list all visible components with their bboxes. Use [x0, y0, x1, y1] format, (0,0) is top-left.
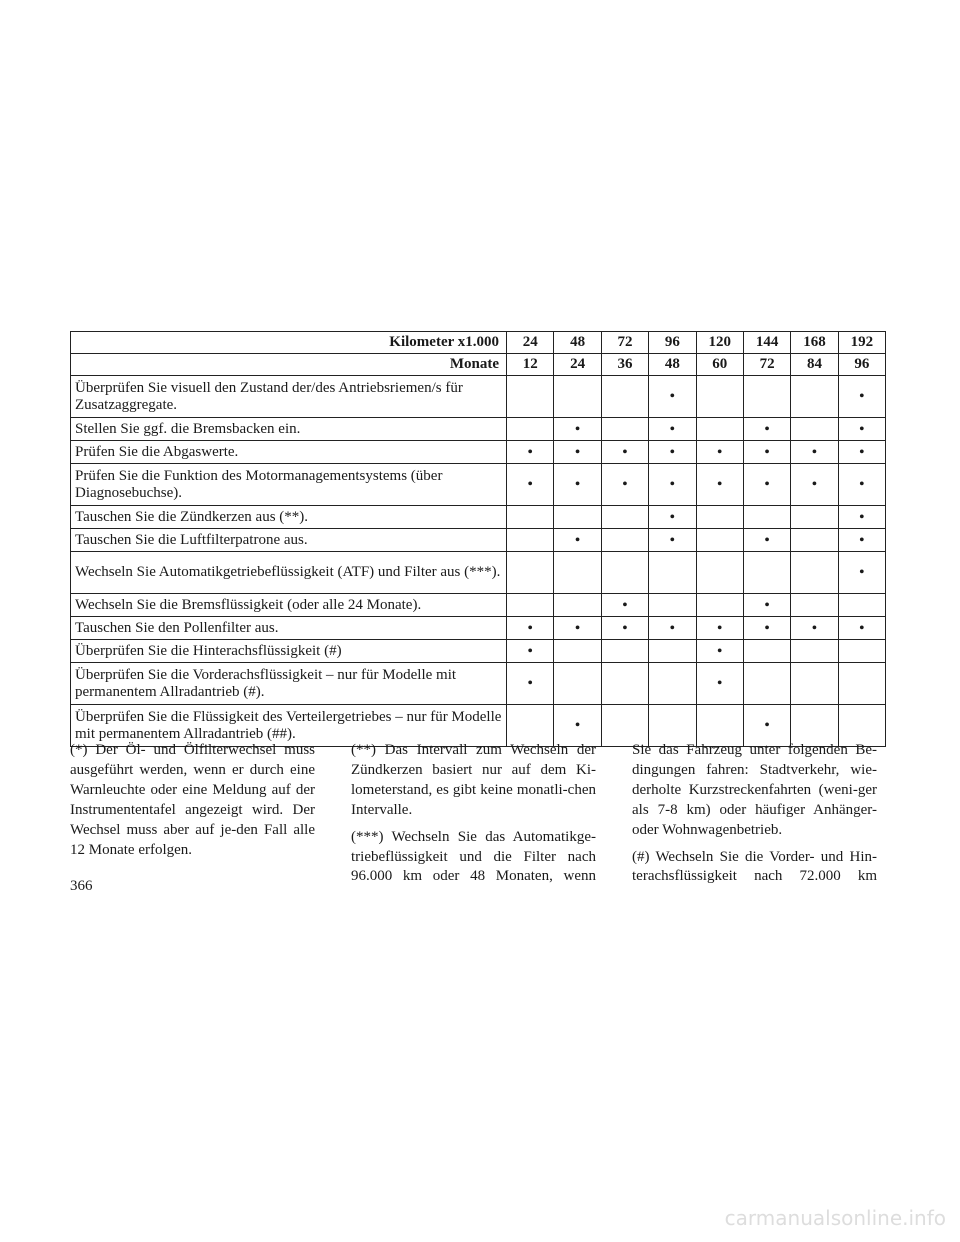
service-bullet: • [554, 529, 601, 552]
months-header-row [71, 354, 886, 376]
watermark: carmanualsonline.info [724, 1206, 946, 1230]
service-bullet: • [507, 441, 554, 464]
task-cell: Prüfen Sie die Funktion des Motormanagementsystems (über Diagnosebuchse). [71, 464, 507, 506]
service-bullet: • [696, 441, 743, 464]
footnote-column-3 [632, 741, 877, 894]
empty-cell [838, 594, 885, 617]
empty-cell [791, 594, 838, 617]
service-bullet: • [601, 464, 648, 506]
empty-cell [601, 529, 648, 552]
months-header-cell: 12 [507, 354, 554, 376]
empty-cell [791, 506, 838, 529]
km-header-cell: 48 [554, 332, 601, 354]
empty-cell [696, 594, 743, 617]
empty-cell [601, 663, 648, 705]
task-cell: Überprüfen Sie die Flüssigkeit des Verteilergetriebes – nur für Modelle mit permanentem Allradantrieb (##). [71, 705, 507, 747]
task-cell: Wechseln Sie Automatikgetriebeflüssigkeit (ATF) und Filter aus (***). [71, 552, 507, 594]
service-bullet: • [507, 464, 554, 506]
service-bullet: • [743, 529, 790, 552]
empty-cell [554, 640, 601, 663]
empty-cell [649, 640, 696, 663]
service-bullet: • [743, 464, 790, 506]
empty-cell [601, 376, 648, 418]
footnote-atf-continued: Sie das Fahrzeug unter folgenden Be-dingungen fahren: Stadtverkehr, wie-derholte Kurzstreckenfahrten (weni-ger als 7-8 km) oder häufiger Anhänger- oder Wohnwagenbetrieb. [632, 742, 877, 838]
months-header-cell: 60 [696, 354, 743, 376]
task-cell: Prüfen Sie die Abgaswerte. [71, 441, 507, 464]
service-bullet: • [791, 617, 838, 640]
schedule-row [71, 506, 886, 529]
km-header-cell: 96 [649, 332, 696, 354]
service-bullet: • [838, 418, 885, 441]
empty-cell [743, 376, 790, 418]
empty-cell [791, 529, 838, 552]
empty-cell [601, 506, 648, 529]
km-header-cell: 24 [507, 332, 554, 354]
km-header-cell: 72 [601, 332, 648, 354]
empty-cell [601, 640, 648, 663]
task-cell: Tauschen Sie die Luftfilterpatrone aus. [71, 529, 507, 552]
schedule-row [71, 441, 886, 464]
schedule-row [71, 640, 886, 663]
schedule-row [71, 552, 886, 594]
schedule-row [71, 418, 886, 441]
service-bullet: • [649, 441, 696, 464]
empty-cell [507, 594, 554, 617]
empty-cell [791, 552, 838, 594]
empty-cell [554, 376, 601, 418]
empty-cell [554, 594, 601, 617]
service-bullet: • [554, 617, 601, 640]
empty-cell [696, 418, 743, 441]
service-bullet: • [649, 464, 696, 506]
empty-cell [696, 506, 743, 529]
task-cell: Tauschen Sie den Pollenfilter aus. [71, 617, 507, 640]
empty-cell [507, 552, 554, 594]
empty-cell [791, 418, 838, 441]
schedule-row [71, 464, 886, 506]
service-bullet: • [743, 594, 790, 617]
km-header-row [71, 332, 886, 354]
service-bullet: • [696, 640, 743, 663]
service-bullet: • [601, 594, 648, 617]
schedule-row [71, 376, 886, 418]
empty-cell [791, 640, 838, 663]
service-bullet: • [838, 441, 885, 464]
empty-cell [554, 506, 601, 529]
empty-cell [649, 594, 696, 617]
service-bullet: • [838, 506, 885, 529]
service-bullet: • [554, 705, 601, 747]
service-bullet: • [838, 552, 885, 594]
months-header-label: Monate [71, 354, 507, 376]
footnote-column-2 [351, 741, 596, 894]
task-cell: Überprüfen Sie die Hinterachsflüssigkeit (#) [71, 640, 507, 663]
schedule-row [71, 617, 886, 640]
empty-cell [838, 663, 885, 705]
schedule-row [71, 663, 886, 705]
task-cell: Überprüfen Sie die Vorderachsflüssigkeit – nur für Modelle mit permanentem Allradantrieb (#). [71, 663, 507, 705]
empty-cell [696, 376, 743, 418]
service-bullet: • [696, 464, 743, 506]
empty-cell [838, 640, 885, 663]
km-header-cell: 168 [791, 332, 838, 354]
months-header-cell: 48 [649, 354, 696, 376]
service-bullet: • [838, 617, 885, 640]
service-bullet: • [649, 529, 696, 552]
task-cell: Stellen Sie ggf. die Bremsbacken ein. [71, 418, 507, 441]
service-bullet: • [601, 441, 648, 464]
service-bullet: • [696, 617, 743, 640]
service-bullet: • [649, 418, 696, 441]
empty-cell [601, 418, 648, 441]
months-header-cell: 72 [743, 354, 790, 376]
footnote-atf: (***) Wechseln Sie das Automatikge-triebeflüssigkeit und die Filter nach 96.000 km oder 48 Monaten, wenn [351, 828, 596, 885]
empty-cell [507, 529, 554, 552]
service-bullet: • [507, 663, 554, 705]
empty-cell [791, 663, 838, 705]
service-bullet: • [507, 640, 554, 663]
service-bullet: • [743, 418, 790, 441]
service-bullet: • [791, 441, 838, 464]
footnote-column-1 [70, 741, 315, 867]
maintenance-schedule-table [70, 331, 886, 747]
empty-cell [743, 552, 790, 594]
service-bullet: • [838, 529, 885, 552]
empty-cell [649, 552, 696, 594]
service-bullet: • [743, 441, 790, 464]
service-bullet: • [838, 464, 885, 506]
service-bullet: • [791, 464, 838, 506]
service-bullet: • [649, 506, 696, 529]
months-header-cell: 24 [554, 354, 601, 376]
service-bullet: • [743, 705, 790, 747]
empty-cell [743, 663, 790, 705]
empty-cell [507, 376, 554, 418]
service-bullet: • [838, 376, 885, 418]
service-bullet: • [649, 376, 696, 418]
task-cell: Tauschen Sie die Zündkerzen aus (**). [71, 506, 507, 529]
empty-cell [554, 663, 601, 705]
empty-cell [696, 552, 743, 594]
empty-cell [601, 552, 648, 594]
service-bullet: • [649, 617, 696, 640]
service-bullet: • [554, 464, 601, 506]
schedule-body [71, 376, 886, 747]
months-header-cell: 36 [601, 354, 648, 376]
empty-cell [507, 506, 554, 529]
km-header-cell: 144 [743, 332, 790, 354]
km-header-cell: 120 [696, 332, 743, 354]
empty-cell [791, 376, 838, 418]
service-bullet: • [507, 617, 554, 640]
empty-cell [743, 640, 790, 663]
service-bullet: • [601, 617, 648, 640]
empty-cell [554, 552, 601, 594]
service-bullet: • [696, 663, 743, 705]
service-bullet: • [743, 617, 790, 640]
service-bullet: • [554, 441, 601, 464]
footnote-oil-change: (*) Der Öl- und Ölfilterwechsel muss ausgeführt werden, wenn er durch eine Warnleuchte oder eine Meldung auf der Instrumententafel angezeigt wird. Der Wechsel muss aber auf je-den Fall alle 12 Monate erfolgen. [70, 742, 315, 858]
km-header-label: Kilometer x1.000 [71, 332, 507, 354]
months-header-cell: 84 [791, 354, 838, 376]
empty-cell [649, 663, 696, 705]
km-header-cell: 192 [838, 332, 885, 354]
schedule-row [71, 594, 886, 617]
page-number: 366 [70, 878, 93, 894]
schedule-row [71, 529, 886, 552]
months-header-cell: 96 [838, 354, 885, 376]
empty-cell [743, 506, 790, 529]
empty-cell [507, 418, 554, 441]
task-cell: Wechseln Sie die Bremsflüssigkeit (oder alle 24 Monate). [71, 594, 507, 617]
task-cell: Überprüfen Sie visuell den Zustand der/des Antriebsriemen/s für Zusatzaggregate. [71, 376, 507, 418]
footnote-spark-plugs: (**) Das Intervall zum Wechseln der Zündkerzen basiert nur auf dem Ki-lometerstand, es gibt keine monatli-chen Intervalle. [351, 742, 596, 818]
service-bullet: • [554, 418, 601, 441]
empty-cell [696, 529, 743, 552]
footnote-axle-fluid: (#) Wechseln Sie die Vorder- und Hin-terachsflüssigkeit nach 72.000 km [632, 848, 877, 885]
